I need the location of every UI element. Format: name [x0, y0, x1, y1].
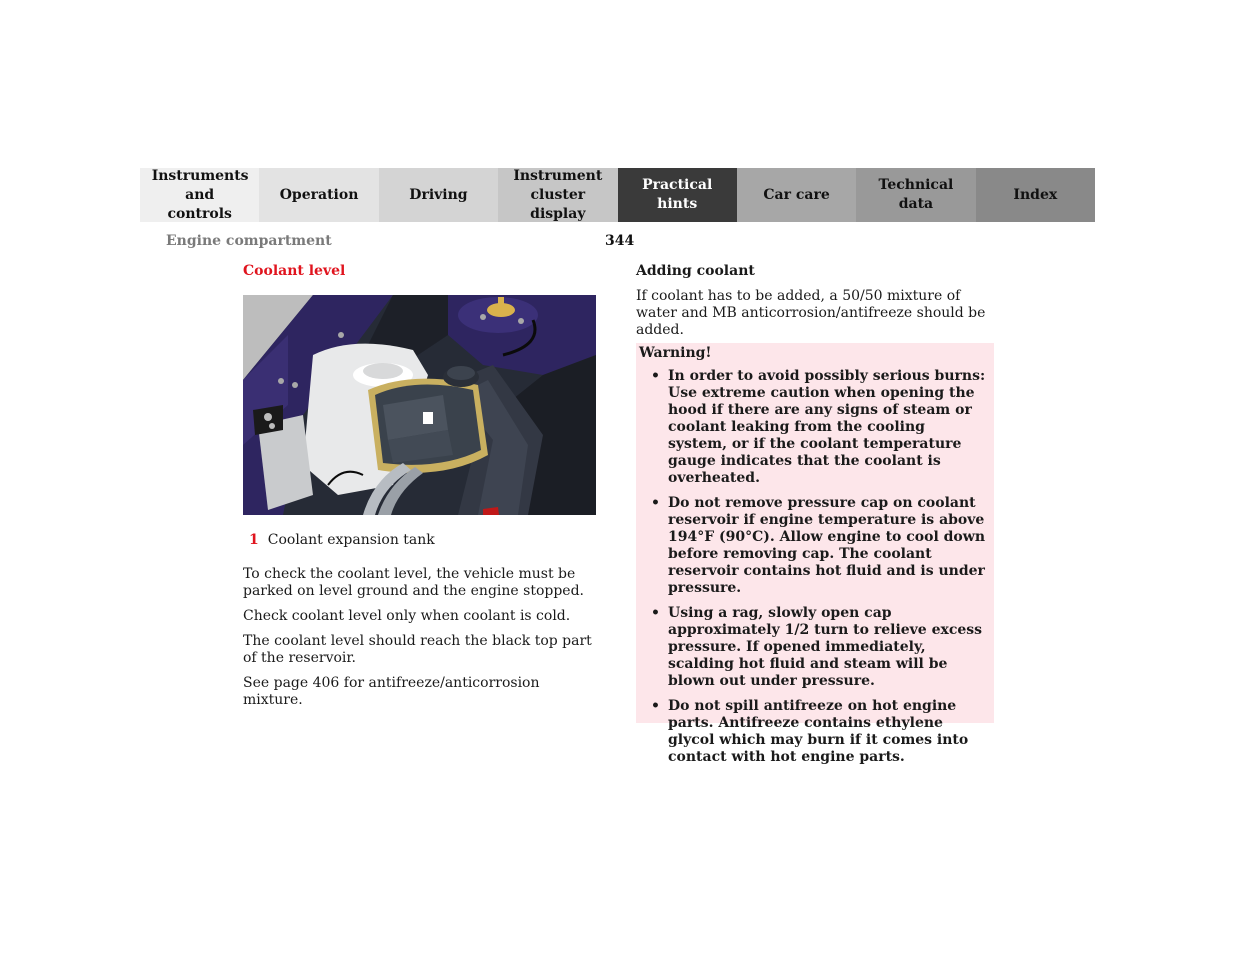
tab-label: Technical data	[878, 177, 954, 212]
tab-car-care[interactable]	[737, 168, 856, 222]
figure-legend	[249, 532, 435, 548]
warning-item	[639, 605, 986, 690]
tab-label: Operation	[279, 186, 359, 203]
coolant-level-heading: Coolant level	[243, 263, 346, 279]
tab-practical-hints[interactable]	[618, 168, 737, 222]
tab-label: Instrument cluster display	[513, 167, 603, 222]
warning-title: Warning!	[639, 345, 712, 361]
legend-number: 1	[249, 532, 259, 548]
bullet-icon: •	[651, 368, 660, 384]
paragraph: See page 406 for antifreeze/anticorrosion mixture.	[243, 675, 540, 708]
adding-coolant-intro: If coolant has to be added, a 50/50 mixture of water and MB anticorrosion/antifreeze should be added.	[636, 288, 986, 338]
warning-list	[639, 368, 986, 766]
engine-compartment-illustration	[243, 295, 596, 515]
warning-box	[636, 343, 994, 765]
section-title: Engine compartment	[166, 233, 332, 249]
warning-item-text: Use extreme caution when opening the hood if there are any signs of steam or coolant leaking from the cooling system, or if the coolant temperature gauge indicates that the coolant is overheated.	[668, 385, 975, 486]
tab-label: Index	[1013, 186, 1058, 203]
paragraph: To check the coolant level, the vehicle must be parked on level ground and the engine stopped.	[243, 566, 584, 599]
tab-technical-data[interactable]	[856, 168, 975, 222]
tab-instruments-and-controls[interactable]	[140, 168, 259, 222]
tab-driving[interactable]	[379, 168, 498, 222]
page-number: 344	[605, 233, 635, 249]
chapter-tabs	[140, 168, 1095, 222]
tab-label: Car care	[763, 186, 830, 203]
legend-text: Coolant expansion tank	[267, 532, 435, 548]
bullet-icon: •	[651, 605, 660, 621]
warning-item	[639, 368, 986, 487]
tab-label: Practical hints	[642, 177, 713, 212]
warning-item-text: Do not spill antifreeze on hot engine parts. Antifreeze contains ethylene glycol which may burn if it comes into contact with hot engine parts.	[668, 698, 969, 765]
paragraph: Check coolant level only when coolant is cold.	[243, 608, 571, 624]
tab-index[interactable]	[976, 168, 1095, 222]
adding-coolant-heading: Adding coolant	[636, 263, 755, 279]
bullet-icon: •	[651, 495, 660, 511]
warning-item-text: Using a rag, slowly open cap approximately 1/2 turn to relieve excess pressure. If opened immediately, scalding hot fluid and steam will be blown out under pressure.	[668, 605, 983, 689]
paragraph: The coolant level should reach the black top part of the reservoir.	[243, 633, 592, 666]
bullet-icon: •	[651, 698, 660, 714]
engine-illustration-svg	[243, 295, 596, 515]
tab-operation[interactable]	[259, 168, 378, 222]
warning-item	[639, 698, 986, 766]
tab-instrument-cluster-display[interactable]	[498, 168, 617, 222]
adding-coolant-section	[636, 263, 996, 339]
warning-item-lead: In order to avoid possibly serious burns:	[668, 368, 986, 384]
coolant-instructions	[243, 566, 603, 717]
warning-item-text: Do not remove pressure cap on coolant reservoir if engine temperature is above 194°F (90°C). Allow engine to cool down before removing cap. The coolant reservoir contains hot fluid and is under pressure.	[668, 495, 986, 596]
warning-item	[639, 495, 986, 597]
callout-marker	[423, 412, 433, 424]
tab-label: Driving	[409, 186, 468, 203]
tab-label: Instruments and controls	[151, 167, 249, 222]
